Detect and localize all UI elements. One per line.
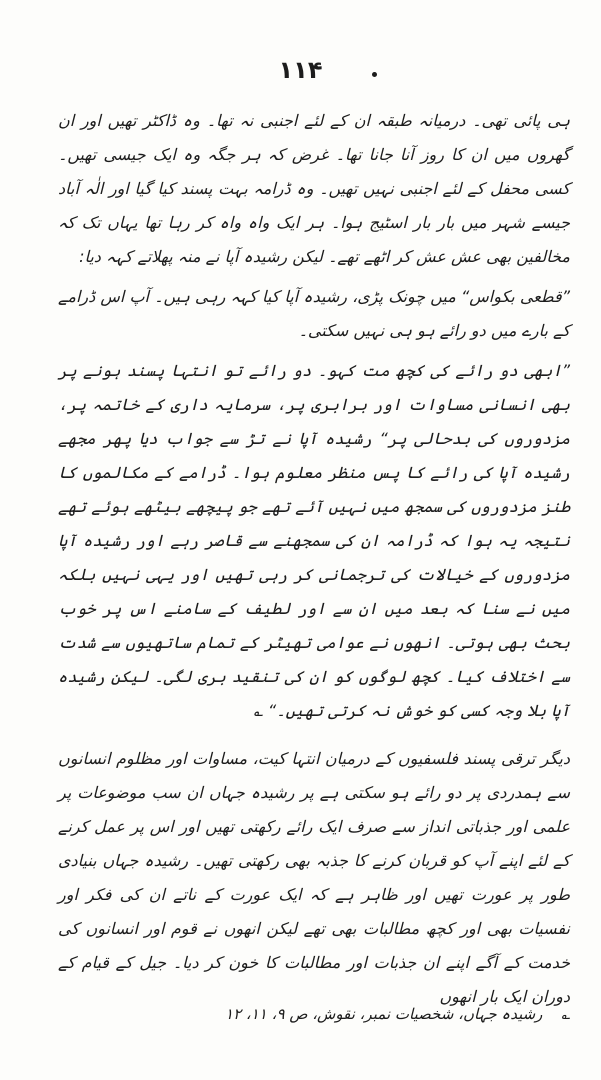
- page-number: ۱۱۴: [278, 56, 323, 84]
- paragraph-4: دیگر ترقی پسند فلسفیوں کے درمیان انتہا کیت، مساوات اور مظلوم انسانوں سے ہمدردی پر دو رائے ہو سکتی ہے پر رشیدہ جہاں ان سب موضوعات پر علمی اور جذباتی انداز سے صرف ایک رائے رکھتی تھیں اور اس پر عمل کرنے کے لئے اپنے آپ کو قربان کرنے کا جذبہ بھی رکھتی تھیں۔ رشیدہ جہاں بنیادی طور پر عورت تھیں اور ظاہر ہے کہ ایک عورت کے ناتے ان کی فکر اور نفسیات بھی اور کچھ مطالبات بھی تھے لیکن انھوں نے قوم اور انسانوں کی خدمت کے آگے اپنے ان جذبات اور مطالبات کا خون کر دیا۔ جیل کے قیام کے دوران ایک بار انھوں: [58, 749, 571, 1006]
- footnote-text: رشیدہ جہاں، شخصیات نمبر، نقوش، ص ۹، ۱۱، ۱۲: [225, 1005, 543, 1023]
- footnote-marker: ؎: [561, 1005, 570, 1023]
- footnote: [150, 1002, 570, 1026]
- paragraph-1: ہی پائی تھی۔ درمیانہ طبقہ ان کے لئے اجنبی نہ تھا۔ وہ ڈاکٹر تھیں اور ان گھروں میں ان کا روز آنا جانا تھا۔ غرض کہ ہر جگہ وہ ایک جیسی تھیں۔ کسی محفل کے لئے اجنبی نہیں تھیں۔ وہ ڈرامہ بہت پسند کیا گیا اور الٰہ آباد جیسے شہر میں بار بار اسٹیج ہوا۔ ہر ایک واہ واہ کر رہا تھا یہاں تک کہ مخالفین بھی عش عش کر اٹھے تھے۔ لیکن رشیدہ آپا نے منہ پھلاتے کہہ دیا:: [58, 111, 570, 266]
- paragraph-3-quote: ”ابھی دو رائے کی کچھ مت کہو۔ دو رائے تو انتہا پسند ہونے پر بھی انسانی مساوات اور برابری پر، سرمایہ داری کے خاتمہ پر، مزدوروں کی بدحالی پر“ رشیدہ آپا نے تڑ سے جواب دیا پھر مجھے رشیدہ آپا کی رائے کا پس منظر معلوم ہوا۔ ڈرامے کے مکالموں کا طنز مزدوروں کی سمجھ میں نہیں آئے تھے جو پیچھے بیٹھے ہوئے تھے نتیجہ یہ ہوا کہ ڈرامہ ان کی سمجھنے سے قاصر رہے اور رشیدہ آپا مزدوروں کے خیالات کی ترجمانی کر رہی تھیں اور یہی نہیں بلکہ میں نے سنا کہ بعد میں ان سے اور لطیف کے سامنے اس پر خوب بحث بھی ہوتی۔ انھوں نے عوامی تھیٹر کے تمام ساتھیوں سے شدت سے اختلاف کیا۔ کچھ لوگوں کو ان کی تنقید بری لگی۔ لیکن رشیدہ آپا بلا وجہ کسی کو خوش نہ کرتی تھیں۔“ ؎: [58, 361, 570, 720]
- page-dot-mark: [372, 72, 377, 77]
- paragraph-2: ”قطعی بکواس“ میں چونک پڑی، رشیدہ آپا کیا کہہ رہی ہیں۔ آپ اس ڈرامے کے بارے میں دو رائے ہو ہی نہیں سکتی۔: [58, 287, 570, 340]
- page-body: [58, 104, 570, 1014]
